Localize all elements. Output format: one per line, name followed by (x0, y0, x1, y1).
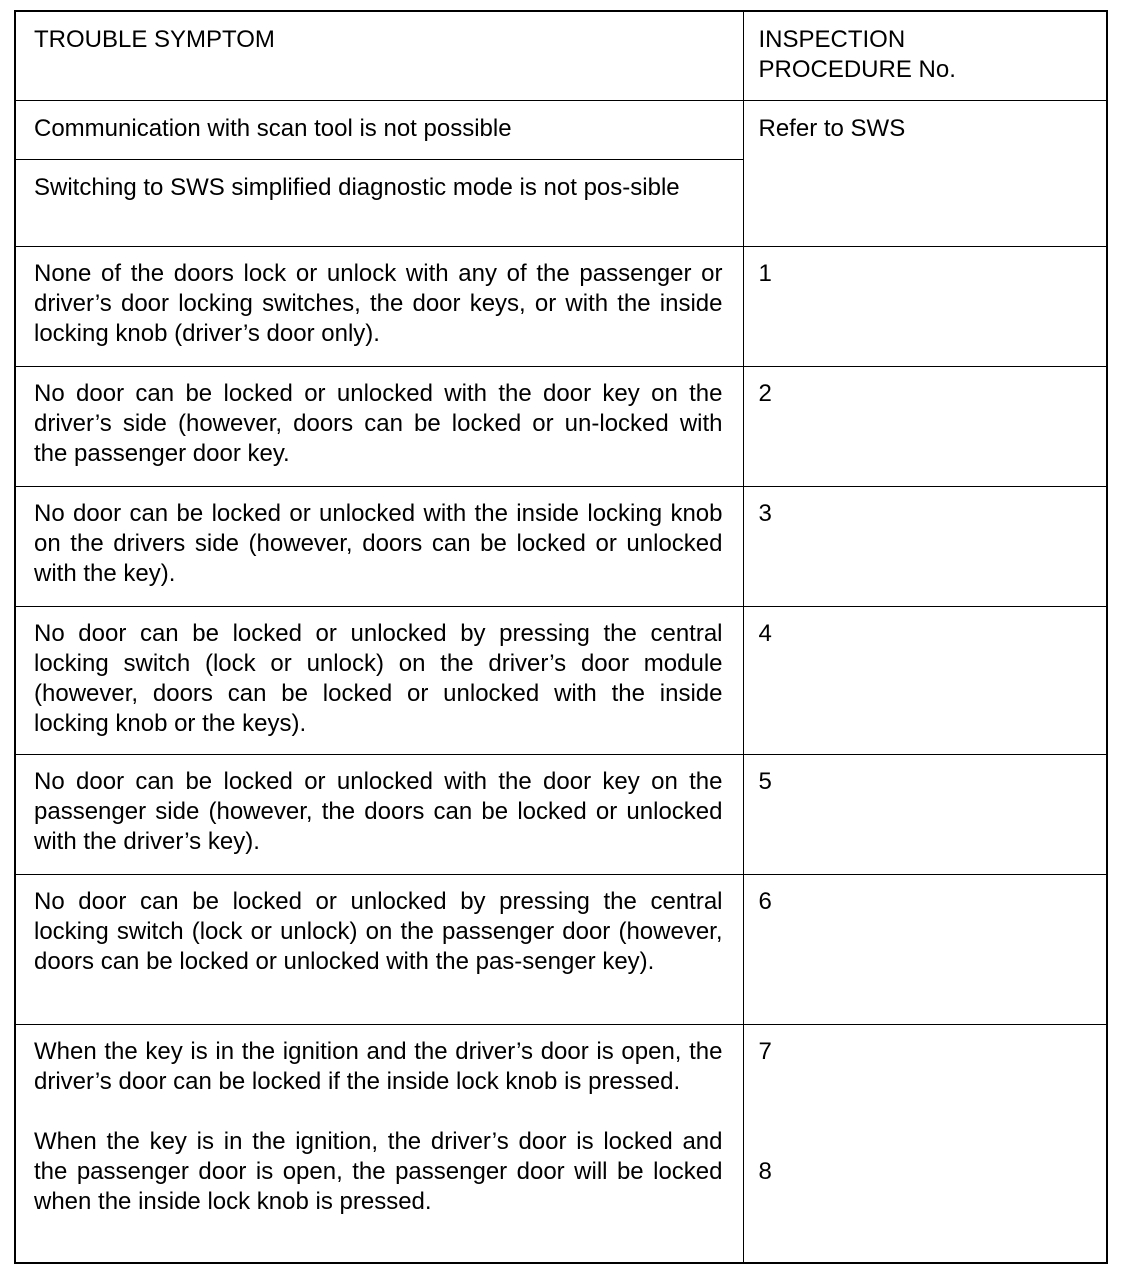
table-row (16, 874, 1106, 1024)
trouble-symptom-table (16, 12, 1106, 1262)
header-trouble-symptom (16, 12, 743, 100)
procedure-cell (743, 486, 1106, 606)
table-row (16, 754, 1106, 874)
symptom-cell (16, 366, 743, 486)
symptom-gap (34, 1097, 723, 1127)
procedure-cell (743, 100, 1106, 246)
symptom-cell (16, 874, 743, 1024)
symptom-cell (16, 606, 743, 754)
procedure-gap (759, 1067, 1087, 1157)
table-row (16, 100, 1106, 159)
symptom-cell (16, 100, 743, 159)
procedure-text: 6 (758, 887, 772, 915)
procedure-text: 8 (758, 1157, 772, 1185)
header-procedure-label-line1: INSPECTION (758, 26, 906, 53)
table-row (16, 486, 1106, 606)
symptom-text: When the key is in the ignition, the driver’s door is locked and the passenger door is open, the passenger door will be locked when the inside lock knob is pressed. (34, 1127, 723, 1215)
procedure-cell (743, 1024, 1106, 1262)
trouble-symptom-table-frame (14, 10, 1108, 1264)
table-header-row (16, 12, 1106, 100)
procedure-cell (743, 606, 1106, 754)
symptom-cell (16, 486, 743, 606)
symptom-cell (16, 246, 743, 366)
header-procedure-label-line2: PROCEDURE No. (758, 56, 956, 83)
table-row (16, 246, 1106, 366)
procedure-cell (743, 366, 1106, 486)
procedure-text: 1 (758, 259, 772, 287)
symptom-text: When the key is in the ignition and the driver’s door is open, the driver’s door can be locked if the inside lock knob is pressed. (34, 1037, 723, 1095)
table-row (16, 606, 1106, 754)
symptom-text: None of the doors lock or unlock with any of the passenger or driver’s door locking switches, the door keys, or with the inside locking knob (driver’s door only). (34, 259, 723, 347)
symptom-text: No door can be locked or unlocked with the door key on the passenger side (however, the doors can be locked or unlocked with the driver’s key). (34, 767, 723, 855)
header-symptom-label: TROUBLE SYMPTOM (34, 26, 275, 53)
symptom-text: Switching to SWS simplified diagnostic mode is not pos-sible (34, 173, 680, 201)
procedure-cell (743, 754, 1106, 874)
symptom-cell (16, 1024, 743, 1262)
table-row (16, 366, 1106, 486)
procedure-cell (743, 246, 1106, 366)
symptom-text: No door can be locked or unlocked by pressing the central locking switch (lock or unlock) on the passenger door (however, doors can be locked or unlocked with the pas-senger key). (34, 887, 723, 975)
procedure-text: 4 (758, 619, 772, 647)
procedure-text: Refer to SWS (758, 114, 906, 142)
procedure-cell (743, 874, 1106, 1024)
procedure-text: 7 (758, 1037, 772, 1065)
symptom-cell (16, 159, 743, 246)
table-row (16, 1024, 1106, 1262)
symptom-text: No door can be locked or unlocked with the door key on the driver’s side (however, doors can be locked or un-locked with the passenger door key. (34, 379, 723, 467)
procedure-text: 2 (758, 379, 772, 407)
symptom-text: Communication with scan tool is not possible (34, 114, 512, 142)
symptom-text: No door can be locked or unlocked with the inside locking knob on the drivers side (however, doors can be locked or unlocked with the key). (34, 499, 723, 587)
procedure-text: 5 (758, 767, 772, 795)
procedure-text: 3 (758, 499, 772, 527)
symptom-text: No door can be locked or unlocked by pressing the central locking switch (lock or unlock) on the driver’s door module (however, doors can be locked or unlocked with the inside locking knob or the keys). (34, 619, 723, 737)
symptom-cell (16, 754, 743, 874)
header-inspection-procedure (743, 12, 1106, 100)
